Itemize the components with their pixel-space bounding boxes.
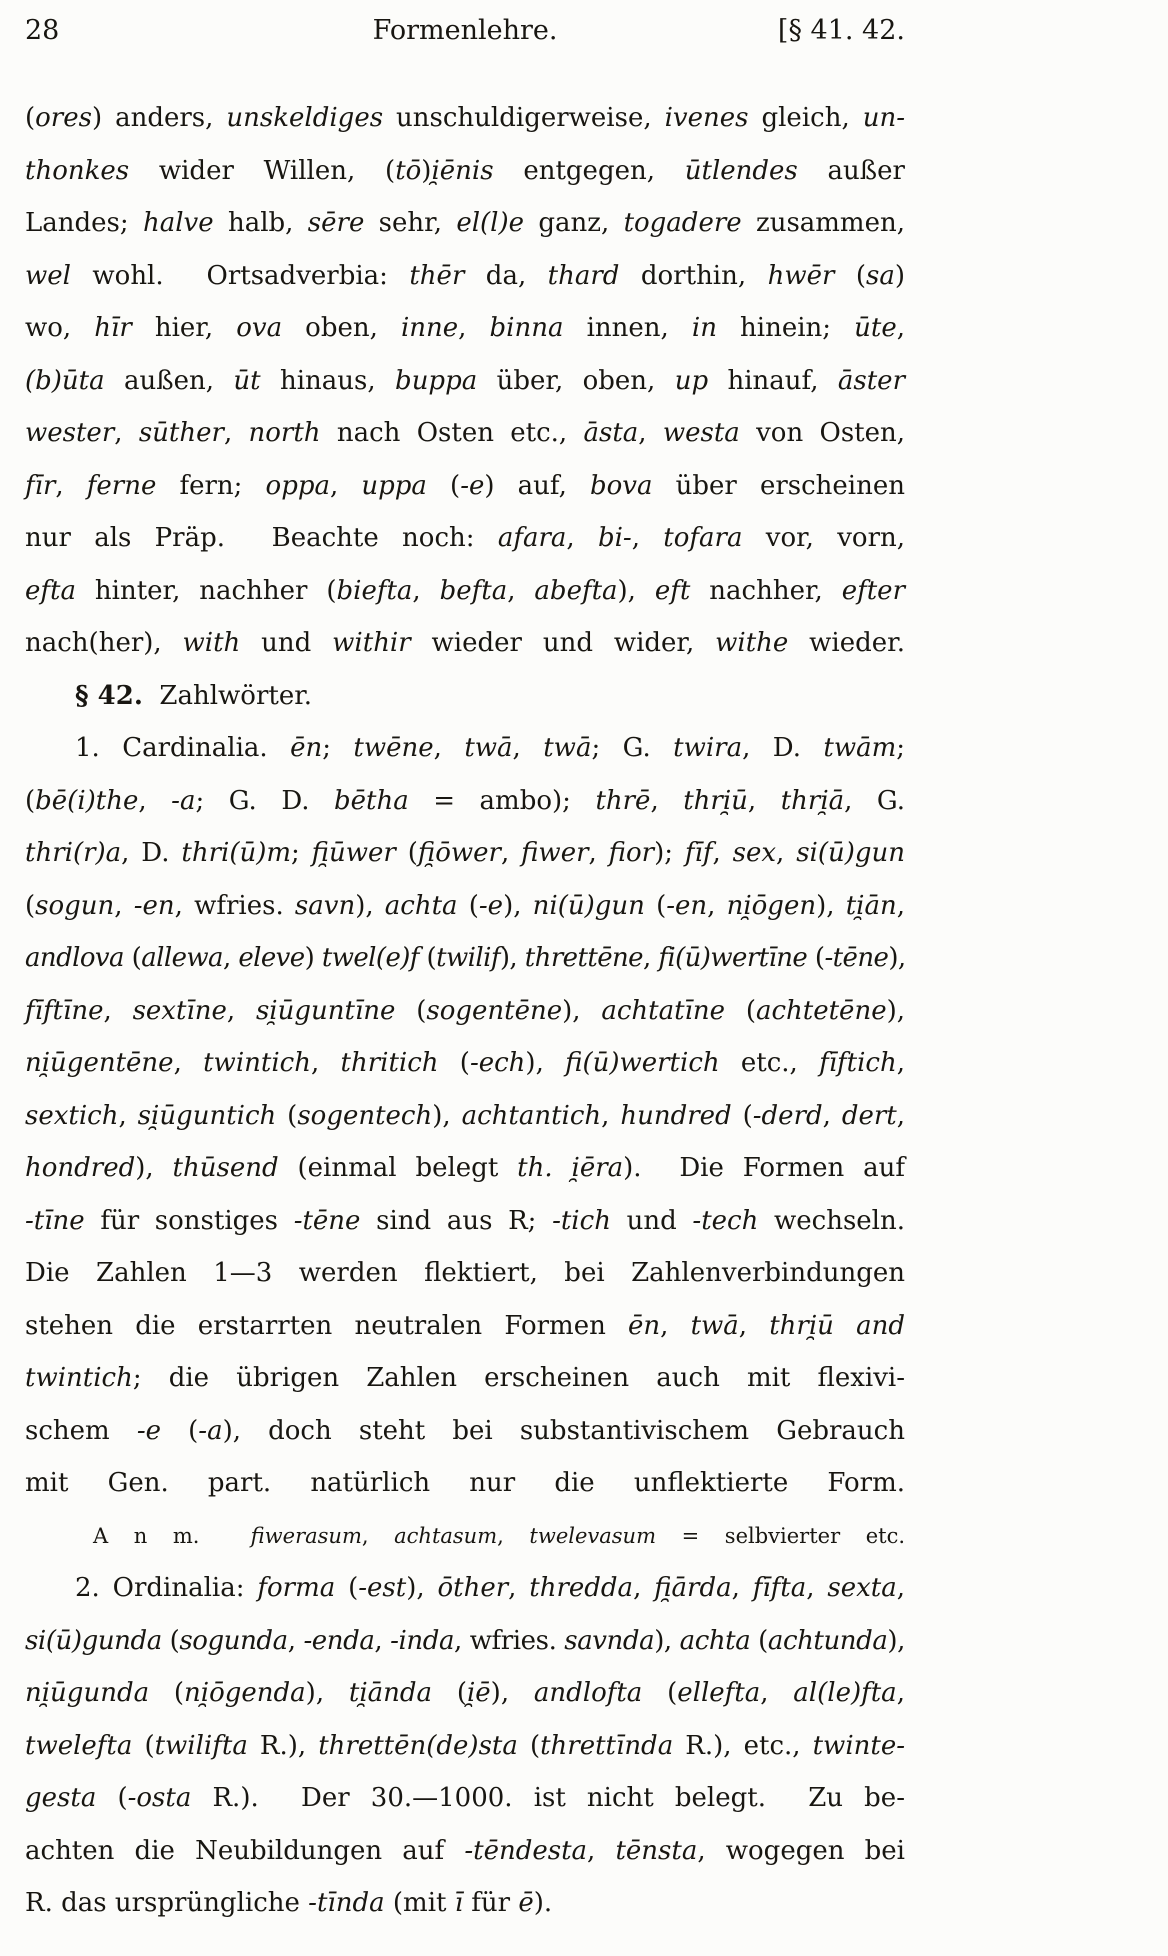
text-line: achten die Neubildungen auf -tēndesta, tēnsta, wogegen bei (25, 1835, 906, 1866)
text-line: 1. Cardinalia. ēn; twēne, twā, twā; G. twira, D. twām; (75, 733, 906, 763)
page-body (25, 92, 905, 1930)
text-line: thonkes wider Willen, (tō)i̯ēnis entgegen, ūtlendes außer (25, 155, 905, 186)
text-line: schem -e (-a), doch steht bei substantivischem Gebrauch (25, 1415, 905, 1446)
text-line: (ores) anders, unskeldiges unschuldigerweise, ivenes gleich, un- (25, 103, 905, 133)
text-line: ni̯ūgunda (ni̯ōgenda), ti̯ānda (i̯ē), andlofta (ellefta, al(le)fta, (25, 1678, 905, 1708)
text-line: ni̯ūgentēne, twintich, thritich (-ech), fi(ū)wertich etc., fīftich, (25, 1048, 905, 1078)
paragraph-adverbs (25, 92, 905, 670)
text-line: wester, sūther, north nach Osten etc., āsta, westa von Osten, (25, 418, 906, 448)
text-line: twintich; die übrigen Zahlen erscheinen auch mit flexivi- (25, 1363, 905, 1393)
text-line: wel wohl. Ortsadverbia: thēr da, thard dorthin, hwēr (sa) (25, 260, 905, 291)
text-line: Landes; halve halb, sēre sehr, el(l)e ganz, togadere zusammen, (25, 208, 905, 238)
text-line: Die Zahlen 1—3 werden flektiert, bei Zahlenverbindungen (25, 1258, 905, 1288)
text-line: wo, hīr hier, ova oben, inne, binna innen, in hinein; ūte, (25, 313, 905, 343)
text-line: (bē(i)the, -a; G. D. bētha = ambo); thrē, thri̯ū, thri̯ā, G. (25, 785, 906, 816)
page-title: Formenlehre. (372, 15, 558, 46)
text-line: 2. Ordinalia: forma (-est), ōther, thredda, fi̯ārda, fīfta, sexta, (75, 1573, 905, 1603)
text-line: nach(her), with und withir wieder und wider, withe wieder. (25, 628, 905, 658)
text-line: nur als Präp. Beachte noch: afara, bi-, tofara vor, vorn, (25, 523, 906, 553)
text-column (25, 14, 905, 1930)
text-line: efta hinter, nachher (biefta, befta, abefta), eft nachher, efter (25, 575, 905, 606)
text-line: § 42. Zahlwörter. (75, 680, 313, 711)
text-line: gesta (-osta R.). Der 30.—1000. ist nicht belegt. Zu be- (25, 1783, 905, 1813)
section-heading-42 (25, 670, 905, 723)
text-line: twelefta (twilifta R.), threttēn(de)sta (threttīnda R.), etc., twinte- (25, 1730, 905, 1761)
text-line: R. das ursprüngliche -tīnda (mit ī für ē). (25, 1888, 553, 1918)
text-line: A n m. fiwerasum, achtasum, twelevasum = selbvierter etc. (93, 1523, 906, 1548)
paragraph-cardinalia (25, 722, 905, 1510)
page-number: 28 (25, 15, 60, 46)
text-line: (sogun, -en, wfries. savn), achta (-e), ni(ū)gun (-en, ni̯ōgen), ti̯ān, (25, 890, 905, 921)
text-line: stehen die erstarrten neutralen Formen ēn, twā, thri̯ū and (25, 1310, 905, 1341)
text-line: -tīne für sonstiges -tēne sind aus R; -tich und -tech wechseln. (25, 1205, 906, 1236)
text-line: fīr, ferne fern; oppa, uppa (-e) auf, bova über erscheinen (25, 470, 905, 501)
text-line: andlova (allewa, eleve) twel(e)f (twilif), threttēne, fi(ū)wertīne (-tēne), (25, 943, 906, 973)
text-line: si(ū)gunda (sogunda, -enda, -inda, wfries. savnda), achta (achtunda), (25, 1625, 905, 1656)
text-line: sextich, si̯ūguntich (sogentech), achtantich, hundred (-derd, dert, (25, 1100, 906, 1131)
section-reference: [§ 41. 42. (777, 15, 905, 46)
paragraph-ordinalia (25, 1562, 905, 1930)
text-line: hondred), thūsend (einmal belegt th. i̯ēra). Die Formen auf (25, 1153, 905, 1183)
page-header (25, 14, 905, 48)
text-line: fīftīne, sextīne, si̯ūguntīne (sogentēne), achtatīne (achtetēne), (25, 995, 905, 1026)
text-line: thri(r)a, D. thri(ū)m; fi̯ūwer (fi̯ōwer, fiwer, fior); fīf, sex, si(ū)gun (25, 838, 906, 868)
text-line: (b)ūta außen, ūt hinaus, buppa über, oben, up hinauf, āster (25, 365, 905, 396)
text-line: mit Gen. part. natürlich nur die unflektierte Form. (25, 1468, 905, 1498)
note-anm (25, 1510, 905, 1563)
